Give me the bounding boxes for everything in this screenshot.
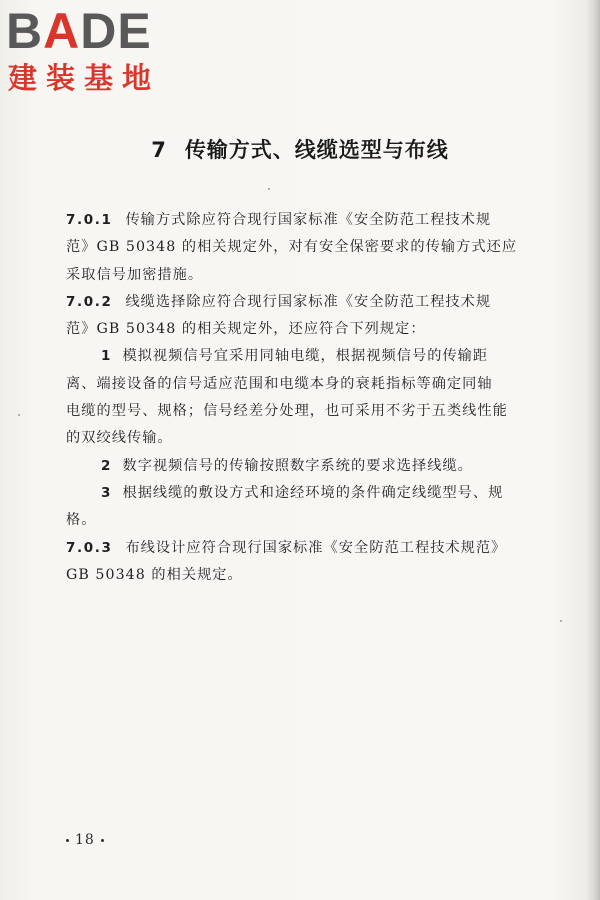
clause-line: 采取信号加密措施。 (66, 266, 204, 283)
scan-speck (18, 414, 20, 416)
bullet-dot (101, 839, 104, 842)
item-line: 2 数字视频信号的传输按照数字系统的要求选择线缆。 (101, 457, 473, 474)
item-line: 1 模拟视频信号宜采用同轴电缆，根据视频信号的传输距 (101, 348, 489, 365)
clause-7-0-2 (66, 289, 553, 535)
page-footer (66, 832, 104, 848)
clause-line: 7.0.3 布线设计应符合现行国家标准《安全防范工程技术规范》 (66, 539, 507, 556)
clause-line: 7.0.2 线缆选择除应符合现行国家标准《安全防范工程技术规 (66, 293, 492, 310)
clause-line: 范》GB 50348 的相关规定外，还应符合下列规定： (66, 321, 426, 338)
bade-logo (6, 3, 176, 96)
logo-brand-text: BADE (6, 3, 152, 59)
page-number: 18 (75, 832, 95, 848)
chapter-title-text: 传输方式、线缆选型与布线 (184, 138, 449, 162)
scan-speck (560, 620, 562, 622)
item-number: 3 (101, 484, 112, 501)
chapter-number: 7 (151, 138, 167, 162)
clause-number: 7.0.3 (66, 539, 113, 556)
item-line: 离、端接设备的信号适应范围和电缆本身的衰耗指标等确定同轴 (66, 375, 493, 392)
clause-number: 7.0.2 (66, 293, 113, 310)
clause-line: GB 50348 的相关规定。 (66, 566, 243, 583)
logo-chinese-text: 建装基地 (8, 61, 161, 95)
scan-speck (268, 188, 270, 190)
item-line: 格。 (66, 512, 97, 529)
clause-number: 7.0.1 (66, 212, 113, 228)
item-number: 1 (101, 348, 112, 365)
item-line: 的双绞线传输。 (66, 430, 173, 447)
bullet-dot (66, 839, 69, 842)
item-number: 2 (101, 457, 112, 474)
clause-line: 范》GB 50348 的相关规定外，对有安全保密要求的传输方式还应 (66, 239, 518, 256)
list-item (66, 480, 553, 535)
list-item (66, 343, 553, 452)
item-line: 3 根据线缆的敷设方式和途经环境的条件确定线缆型号、规 (101, 484, 504, 501)
clause-7-0-1 (66, 207, 553, 289)
chapter-title (0, 134, 600, 164)
list-item (66, 453, 553, 480)
clause-line: 7.0.1 传输方式除应符合现行国家标准《安全防范工程技术规 (66, 212, 492, 228)
document-body (66, 207, 553, 589)
item-line: 电缆的型号、规格；信号经差分处理，也可采用不劣于五类线性能 (66, 403, 508, 420)
clause-7-0-3 (66, 535, 553, 590)
